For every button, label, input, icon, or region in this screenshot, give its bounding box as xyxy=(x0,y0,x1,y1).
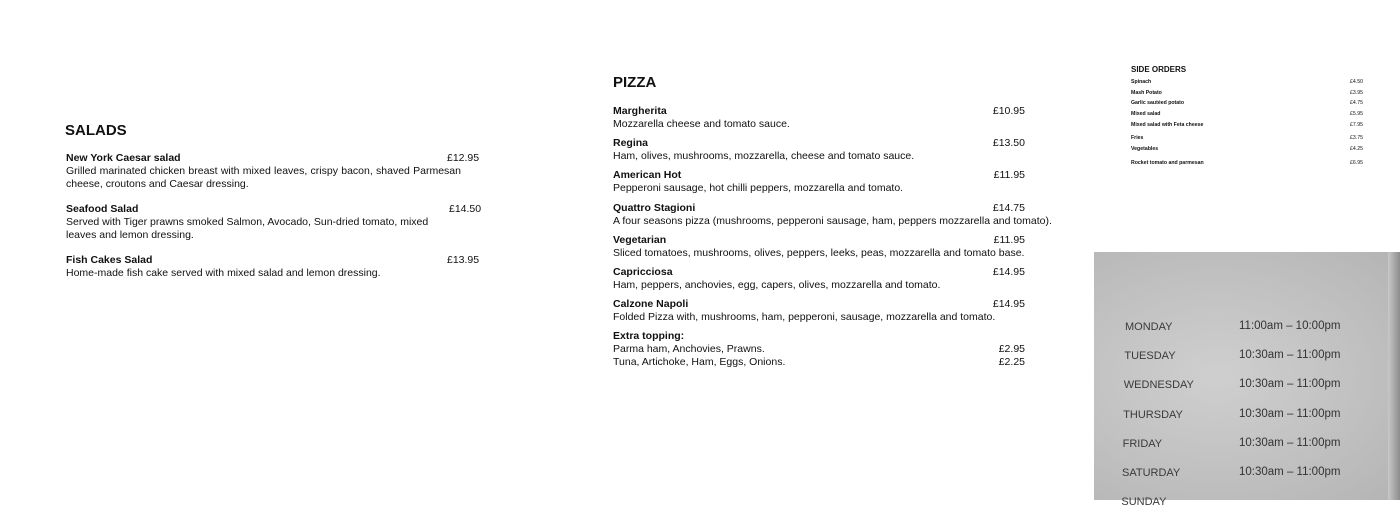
opening-day: WEDNESDAY xyxy=(1123,379,1194,392)
opening-hours: 10:30am – 11:00pm xyxy=(1239,407,1341,420)
side-order-name: Mixed salad with Feta cheese xyxy=(1131,122,1204,128)
opening-day: THURSDAY xyxy=(1123,408,1183,421)
side-order-price: £3.95 xyxy=(1350,90,1363,96)
pizza-name: Margherita xyxy=(613,105,667,117)
salads-title: SALADS xyxy=(65,122,127,139)
pizza-name: Regina xyxy=(613,137,649,150)
pizza-description: Sliced tomatoes, mushrooms, olives, peppers, leeks, peas, mozzarella and tomato base. xyxy=(613,246,1025,259)
side-order-name: Garlic sautéed potato xyxy=(1131,100,1185,106)
extra-topping-price: £2.95 xyxy=(998,343,1025,355)
extra-topping-line: Parma ham, Anchovies, Prawns. xyxy=(613,343,765,355)
opening-hours: 10:30am – 11:00pm xyxy=(1239,466,1341,478)
salad-price: £14.50 xyxy=(449,203,482,215)
extra-topping-title: Extra topping: xyxy=(613,330,685,342)
pizza-name: American Hot xyxy=(613,169,682,182)
pizza-description: Folded Pizza with, mushrooms, ham, pepperoni, sausage, mozzarella and tomato. xyxy=(613,311,996,324)
opening-hours-photo xyxy=(1094,252,1400,508)
salad-description: Served with Tiger prawns smoked Salmon, Avocado, Sun-dried tomato, mixed leaves and lemon dressing. xyxy=(66,216,429,241)
salad-name: Fish Cakes Salad xyxy=(66,254,153,266)
side-order-price: £5.95 xyxy=(1350,111,1363,117)
pizza-name: Capricciosa xyxy=(613,266,673,278)
pizza-price: £14.95 xyxy=(992,266,1025,278)
photo-frame-edge xyxy=(1388,252,1400,500)
side-order-name: Rocket tomato and parmesan xyxy=(1131,160,1204,166)
opening-hours: 10:30am – 11:00pm xyxy=(1239,436,1341,449)
pizza-price: £11.95 xyxy=(993,233,1025,246)
opening-day: SUNDAY xyxy=(1121,496,1167,508)
salad-name: New York Caesar salad xyxy=(66,152,181,164)
pizza-name: Calzone Napoli xyxy=(613,298,689,311)
side-order-name: Spinach xyxy=(1131,79,1152,85)
side-order-name: Mixed salad xyxy=(1131,111,1161,117)
opening-day: MONDAY xyxy=(1125,321,1173,333)
opening-day: TUESDAY xyxy=(1124,350,1176,363)
salad-name: Seafood Salad xyxy=(66,203,139,215)
side-order-price: £4.50 xyxy=(1350,79,1363,85)
opening-hours: 11:00am – 10:00pm xyxy=(1239,320,1341,332)
pizza-description: A four seasons pizza (mushrooms, pepperoni sausage, ham, peppers mozzarella and tomato). xyxy=(613,214,1052,227)
pizza-price: £11.95 xyxy=(993,169,1025,182)
pizza-name: Quattro Stagioni xyxy=(613,201,696,214)
side-order-price: £7.95 xyxy=(1350,122,1363,128)
salad-price: £12.95 xyxy=(447,152,480,164)
pizza-description: Mozzarella cheese and tomato sauce. xyxy=(613,118,790,130)
side-orders-title: SIDE ORDERS xyxy=(1131,65,1187,74)
opening-hours: 10:30am – 11:00pm xyxy=(1239,378,1341,391)
salad-description: Home-made fish cake served with mixed salad and lemon dressing. xyxy=(66,267,381,279)
pizza-price: £14.75 xyxy=(992,201,1025,214)
opening-day: SATURDAY xyxy=(1122,467,1181,479)
pizza-name: Vegetarian xyxy=(613,233,667,246)
side-order-name: Mash Potato xyxy=(1131,90,1162,96)
pizza-title: PIZZA xyxy=(613,74,657,91)
salad-price: £13.95 xyxy=(447,254,480,266)
pizza-price: £13.50 xyxy=(992,137,1025,150)
side-order-price: £4.25 xyxy=(1350,146,1363,152)
pizza-price: £10.95 xyxy=(992,105,1025,117)
pizza-price: £14.95 xyxy=(992,298,1025,311)
pizza-description: Ham, olives, mushrooms, mozzarella, cheese and tomato sauce. xyxy=(613,150,915,163)
side-order-price: £4.75 xyxy=(1350,100,1363,106)
opening-day: FRIDAY xyxy=(1122,437,1163,450)
pizza-description: Pepperoni sausage, hot chilli peppers, mozzarella and tomato. xyxy=(613,182,904,195)
side-order-name: Vegetables xyxy=(1131,146,1159,152)
extra-topping-price: £2.25 xyxy=(998,356,1025,368)
side-order-name: Fries xyxy=(1131,135,1144,141)
pizza-description: Ham, peppers, anchovies, egg, capers, olives, mozzarella and tomato. xyxy=(613,279,941,291)
side-order-price: £6.95 xyxy=(1350,160,1363,166)
side-order-price: £3.75 xyxy=(1350,135,1363,141)
salad-description: Grilled marinated chicken breast with mixed leaves, crispy bacon, shaved Parmesan cheese, croutons and Caesar dressing. xyxy=(66,165,461,190)
extra-topping-line: Tuna, Artichoke, Ham, Eggs, Onions. xyxy=(613,356,786,368)
opening-hours: 10:30am – 11:00pm xyxy=(1239,349,1341,362)
